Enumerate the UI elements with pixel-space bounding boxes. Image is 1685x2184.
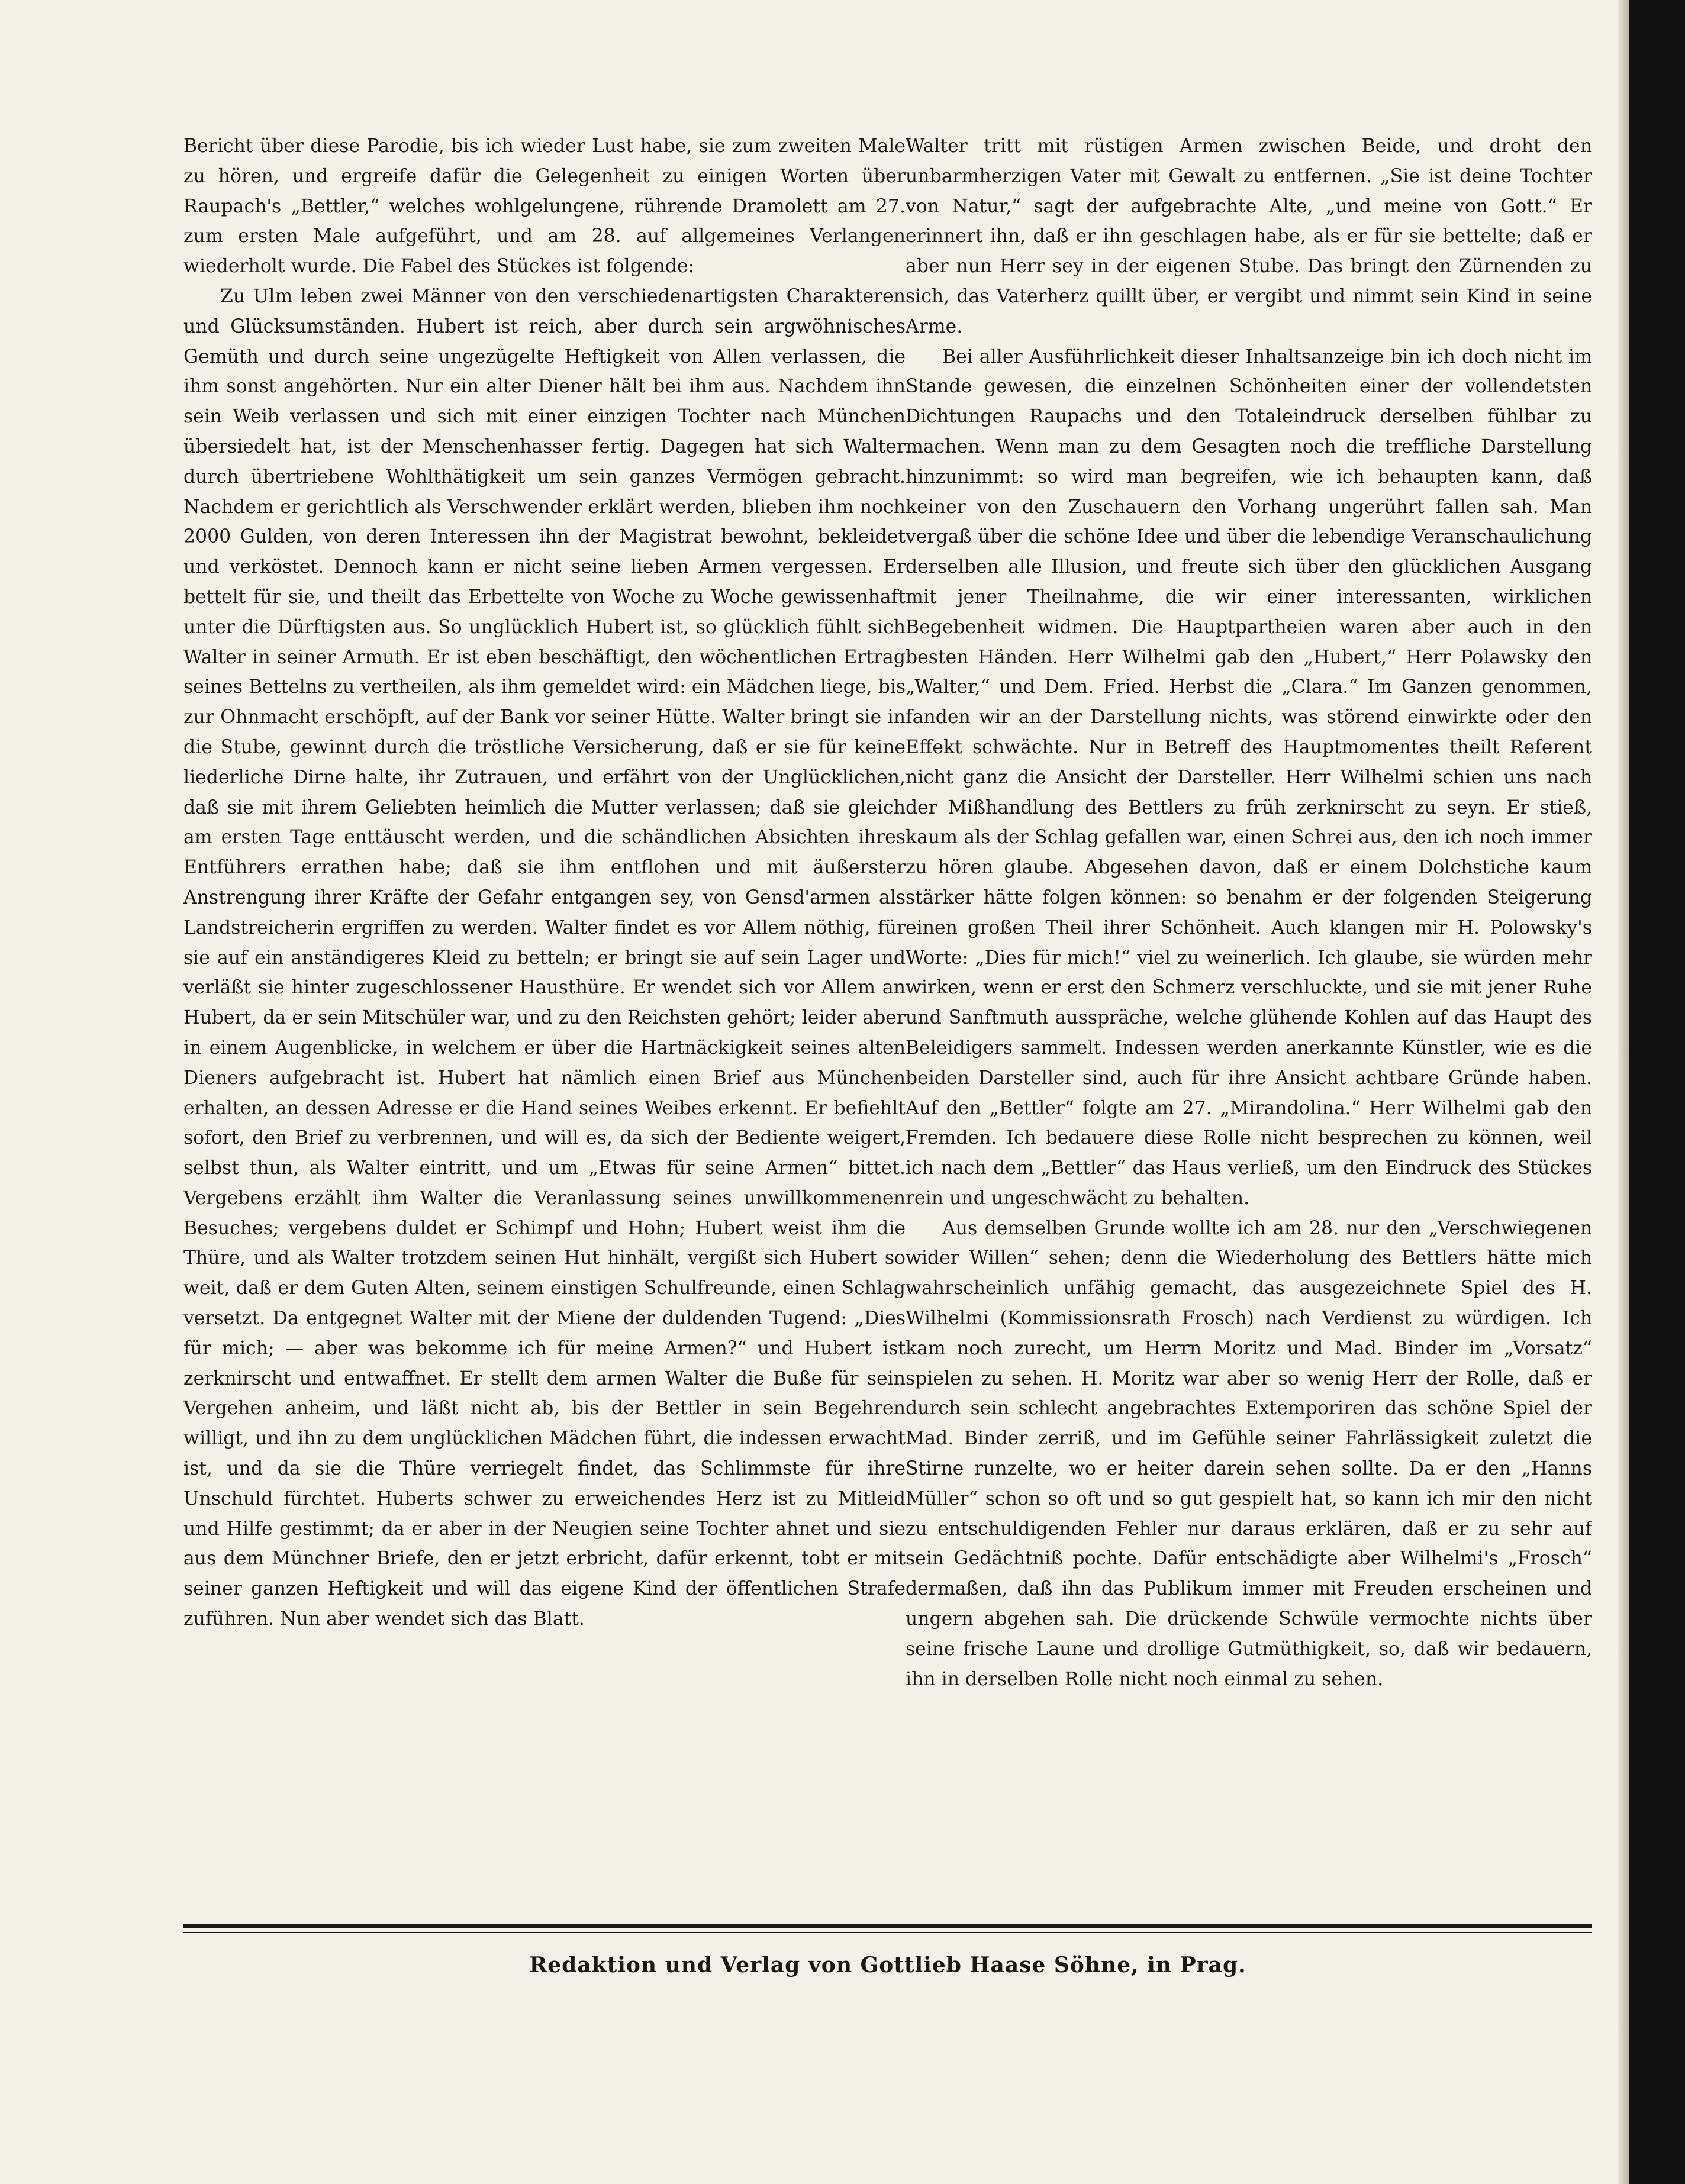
footer-rule-thin bbox=[183, 1932, 1592, 1933]
imprint-line: Redaktion und Verlag von Gottlieb Haase Söhne, in Prag. bbox=[529, 1953, 1246, 1977]
left-paragraph-2: Zu Ulm leben zwei Männer von den verschiedenartigsten Charakteren und Glücksumständen. Hubert ist reich, aber durch sein argwöhnisches Gemüth und durch seine ungezügelte Heftigkeit von Allen verlassen, die ihm sonst angehörten. Nur ein alter Diener hält bei ihm aus. Nachdem ihn sein Weib verlassen und sich mit einer einzigen Tochter nach München übersiedelt hat, ist der Menschenhasser fertig. Dagegen hat sich Walter durch übertriebene Wohlthätigkeit um sein ganzes Vermögen gebracht. Nachdem er gerichtlich als Verschwender erklärt werden, blieben ihm noch 2000 Gulden, von deren Interessen ihn der Magistrat bewohnt, bekleidet und verköstet. Dennoch kann er nicht seine lieben Armen vergessen. Er bettelt für sie, und theilt das Erbettelte von Woche zu Woche gewissenhaft unter die Dürftigsten aus. So unglücklich Hubert ist, so glücklich fühlt sich Walter in seiner Armuth. Er ist eben beschäftigt, den wöchentlichen Ertrag seines Bettelns zu vertheilen, als ihm gemeldet wird: ein Mädchen liege, bis zur Ohnmacht erschöpft, auf der Bank vor seiner Hütte. Walter bringt sie in die Stube, gewinnt durch die tröstliche Versicherung, daß er sie für keine liederliche Dirne halte, ihr Zutrauen, und erfährt von der Unglücklichen, daß sie mit ihrem Geliebten heimlich die Mutter verlassen; daß sie gleich am ersten Tage enttäuscht werden, und die schändlichen Absichten ihres Entführers errathen habe; daß sie ihm entflohen und mit äußerster Anstrengung ihrer Kräfte der Gefahr entgangen sey, von Gensd'armen als Landstreicherin ergriffen zu werden. Walter findet es vor Allem nöthig, für sie auf ein anständigeres Kleid zu betteln; er bringt sie auf sein Lager und verläßt sie hinter zugeschlossener Hausthüre. Er wendet sich vor Allem an Hubert, da er sein Mitschüler war, und zu den Reichsten gehört; leider aber in einem Augenblicke, in welchem er über die Hartnäckigkeit seines alten Dieners aufgebracht ist. Hubert hat nämlich einen Brief aus München erhalten, an dessen Adresse er die Hand seines Weibes erkennt. Er befiehlt sofort, den Brief zu verbrennen, und will es, da sich der Bediente weigert, selbst thun, als Walter eintritt, und um „Etwas für seine Armen“ bittet. Vergebens erzählt ihm Walter die Veranlassung seines unwillkommenen Besuches; vergebens duldet er Schimpf und Hohn; Hubert weist ihm die Thüre, und als Walter trotzdem seinen Hut hinhält, vergißt sich Hubert so weit, daß er dem Guten Alten, seinem einstigen Schulfreunde, einen Schlag versetzt. Da entgegnet Walter mit der Miene der duldenden Tugend: „Dies für mich; — aber was bekomme ich für meine Armen?“ und Hubert ist zerknirscht und entwaffnet. Er stellt dem armen Walter die Buße für sein Vergehen anheim, und läßt nicht ab, bis der Bettler in sein Begehren willigt, und ihn zu dem unglücklichen Mädchen führt, die indessen erwacht ist, und da sie die Thüre verriegelt findet, das Schlimmste für ihre Unschuld fürchtet. Huberts schwer zu erweichendes Herz ist zu Mitleid und Hilfe gestimmt; da er aber in der Neugien seine Tochter ahnet und sie aus dem Münchner Briefe, den er jetzt erbricht, dafür erkennt, tobt er mit seiner ganzen Heftigkeit und will das eigene Kind der öffentlichen Strafe zuführen. Nun aber wendet sich das Blatt. bbox=[183, 285, 906, 1630]
right-paragraph-3: Aus demselben Grunde wollte ich am 28. nur den „Verschwiegenen wider Willen“ sehen; denn die Wiederholung des Bettlers hätte mich wahrscheinlich unfähig gemacht, das ausgezeichnete Spiel des H. Wilhelmi (Kommissionsrath Frosch) nach Verdienst zu würdigen. Ich kam noch zurecht, um Herrn Moritz und Mad. Binder im „Vorsatz“ spielen zu sehen. H. Moritz war aber so wenig Herr der Rolle, daß er durch sein schlecht angebrachtes Extemporiren das schöne Spiel der Mad. Binder zerriß, und im Gefühle seiner Fahrlässigkeit zuletzt die Stirne runzelte, wo er heiter darein sehen sollte. Da er den „Hanns Müller“ schon so oft und so gut gespielt hat, so kann ich mir den nicht zu entschuldigenden Fehler nur daraus erklären, daß er zu sehr auf sein Gedächtniß pochte. Dafür entschädigte aber Wilhelmi's „Frosch“ dermaßen, daß ihn das Publikum immer mit Freuden erscheinen und ungern abgehen sah. Die drückende Schwüle vermochte nichts über seine frische Laune und drollige Gutmüthigkeit, so, daß wir bedauern, ihn in derselben Rolle nicht noch einmal zu sehen. bbox=[906, 1217, 1592, 1690]
right-paragraph-1: Walter tritt mit rüstigen Armen zwischen Beide, und droht den unbarmherzigen Vater mit Gewalt zu entfernen. „Sie ist deine Tochter von Natur,“ sagt der aufgebrachte Alte, „und meine von Gott.“ Er erinnert ihn, daß er ihn geschlagen habe, als er für sie bettelte; daß er aber nun Herr sey in der eigenen Stube. Das bringt den Zürnenden zu sich, das Vaterherz quillt über, er vergibt und nimmt sein Kind in seine Arme. bbox=[906, 136, 1592, 337]
left-paragraph-1: Bericht über diese Parodie, bis ich wieder Lust habe, sie zum zweiten Male zu hören, und ergreife dafür die Gelegenheit zu einigen Worten über Raupach's „Bettler,“ welches wohlgelungene, rührende Dramolett am 27. zum ersten Male aufgeführt, und am 28. auf allgemeines Verlangen wiederholt wurde. Die Fabel des Stückes ist folgende: bbox=[183, 136, 906, 278]
left-column bbox=[183, 131, 906, 1906]
right-paragraph-2: Bei aller Ausführlichkeit dieser Inhaltsanzeige bin ich doch nicht im Stande gewesen, die einzelnen Schönheiten einer der vollendetsten Dichtungen Raupachs und den Totaleindruck derselben fühlbar zu machen. Wenn man zu dem Gesagten noch die treffliche Darstellung hinzunimmt: so wird man begreifen, wie ich behaupten kann, daß keiner von den Zuschauern den Vorhang ungerührt fallen sah. Man vergaß über die schöne Idee und über die lebendige Veranschaulichung derselben alle Illusion, und freute sich über den glücklichen Ausgang mit jener Theilnahme, die wir einer interessanten, wirklichen Begebenheit widmen. Die Hauptpartheien waren aber auch in den besten Händen. Herr Wilhelmi gab den „Hubert,“ Herr Polawsky den „Walter,“ und Dem. Fried. Herbst die „Clara.“ Im Ganzen genommen, fanden wir an der Darstellung nichts, was störend einwirkte oder den Effekt schwächte. Nur in Betreff des Hauptmomentes theilt Referent nicht ganz die Ansicht der Darsteller. Herr Wilhelmi schien uns nach der Mißhandlung des Bettlers zu früh zerknirscht zu seyn. Er stieß, kaum als der Schlag gefallen war, einen Schrei aus, den ich noch immer zu hören glaube. Abgesehen davon, daß er einem Dolchstiche kaum stärker hätte folgen können: so benahm er der folgenden Steigerung einen großen Theil ihrer Schönheit. Auch klangen mir H. Polowsky's Worte: „Dies für mich!“ viel zu weinerlich. Ich glaube, sie würden mehr wirken, wenn er erst den Schmerz verschluckte, und sie mit jener Ruhe und Sanftmuth ausspräche, welche glühende Kohlen auf das Haupt des Beleidigers sammelt. Indessen werden anerkannte Künstler, wie es die beiden Darsteller sind, auch für ihre Ansicht achtbare Gründe haben. Auf den „Bettler“ folgte am 27. „Mirandolina.“ Herr Wilhelmi gab den Fremden. Ich bedauere diese Rolle nicht besprechen zu können, weil ich nach dem „Bettler“ das Haus verließ, um den Eindruck des Stückes rein und ungeschwächt zu behalten. bbox=[906, 346, 1592, 1209]
right-column bbox=[906, 131, 1592, 1906]
footer-rule bbox=[183, 1924, 1592, 1928]
scan-border bbox=[1629, 0, 1685, 2184]
page-gutter-shadow bbox=[1618, 0, 1629, 2184]
